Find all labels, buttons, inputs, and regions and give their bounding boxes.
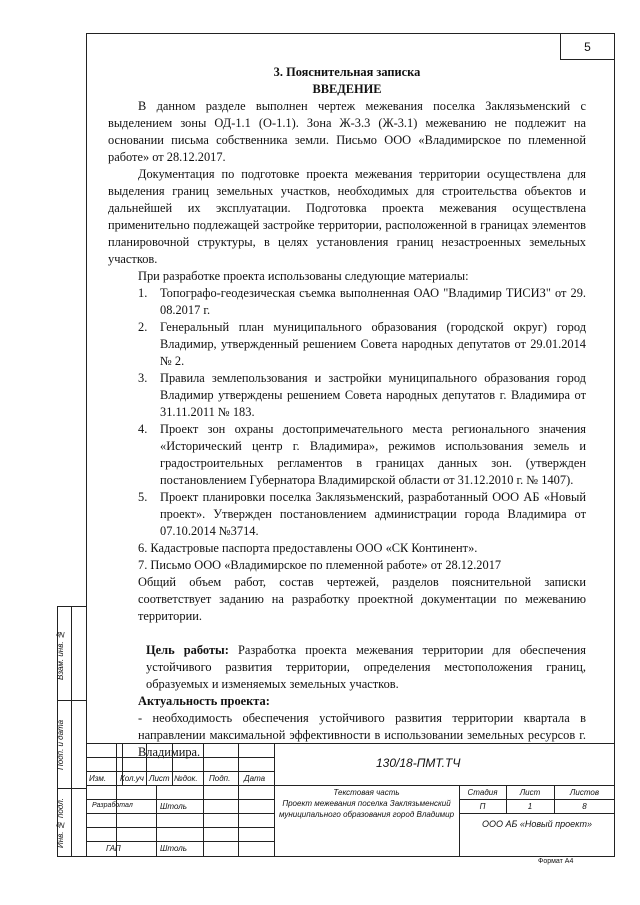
document-body <box>108 64 586 761</box>
organization-name: ООО АБ «Новый проект» <box>481 819 593 829</box>
original-inv-label: Инв. № подл. <box>56 798 65 848</box>
list-item: 3. Правила землепользования и застройки муниципального образования город Владимир утверждены решением Совета народных депутатов г. Владимира от 31.11.2011 № 183. <box>138 371 586 419</box>
paragraph-2: Документация по подготовке проекта межевания территории осуществлена для выделения границ земельных участков, необходимых для строительства объектов и дальнейшей их эксплуатации. Подготовка проекта межевания осуществлена применительно подлежащей застройке территории, расположенной в границах элементов планировочной структуры, в целях установления границ незастроенных земельных участков. <box>108 167 586 266</box>
relevance-label: Актуальность проекта: <box>138 694 270 708</box>
sheets-value: 8 <box>582 802 587 811</box>
section-title: 3. Пояснительная записка <box>273 65 421 79</box>
doc-title-line-1: Текстовая часть <box>333 788 400 797</box>
list-item: 2. Генеральный план муниципального образования (городской округ) город Владимир, утвержденный решением Совета народных депутатов от 29.01.2014 № 2. <box>138 320 586 368</box>
col-header-podp: Подп. <box>209 774 231 783</box>
gap-label: ГАП <box>106 844 121 853</box>
list-item: 4. Проект зон охраны достопримечательного места регионального значения «Исторический центр г. Владимира», режимов использования земель и градостроительных регламентов в границах данных зон. (утвержден постановлением Губернатора Владимирской области от 31.12.2010 г. № 1407). <box>138 422 586 487</box>
list-item-6: 6. Кадастровые паспорта предоставлены ООО «СК Континент». <box>138 541 478 555</box>
sheets-label: Листов <box>569 788 600 797</box>
stage-label: Стадия <box>467 788 498 797</box>
goal-label: Цель работы: <box>146 643 229 657</box>
col-header-list: Лист <box>149 774 170 783</box>
document-code: 130/18-ПМТ.ТЧ <box>376 756 461 770</box>
sheet-value: 1 <box>527 802 533 811</box>
col-header-kol-uch: Кол.уч <box>120 774 144 783</box>
sheet-label: Лист <box>519 788 541 797</box>
title-block <box>86 743 615 857</box>
col-header-date: Дата <box>244 774 266 783</box>
binding-margin-stamp <box>57 606 87 857</box>
col-header-doc-no: №док. <box>174 774 198 783</box>
summary-paragraph: Общий объем работ, состав чертежей, разделов пояснительной записки соответствует заданию на разработку проектной документации по межеванию территории. <box>138 575 586 623</box>
list-item-7: 7. Письмо ООО «Владимирское по племенной работе» от 28.12.2017 <box>138 558 502 572</box>
stage-value: П <box>479 802 486 811</box>
format-label: Формат А4 <box>538 858 574 865</box>
doc-title-line-3: муниципального образования город Владимир <box>278 810 455 819</box>
page-number: 5 <box>560 34 614 60</box>
intro-title: ВВЕДЕНИЕ <box>312 82 382 96</box>
col-header-izm: Изм. <box>89 774 107 783</box>
developer-label: Разработал <box>92 802 133 809</box>
goal-paragraph <box>146 642 586 693</box>
developer-name: Штоль <box>160 802 187 811</box>
list-item: 5. Проект планировки поселка Заклязьменский, разработанный ООО АБ «Новый проект». Утвержден постановлением администрации города Владимира от 07.10.2014 №3714. <box>138 490 586 538</box>
relevance-text: - необходимость обеспечения устойчивого развития территории квартала в направлении максимальной эффективности в использовании земельных ресурсов г. Владимира. <box>138 711 586 759</box>
goal-text: Разработка проекта межевания территории для обеспечения устойчивого развития территории, определения местоположения границ, образуемых и изменяемых земельных участков. <box>146 643 586 691</box>
signature-date-label: Подп. и дата <box>56 719 65 771</box>
paragraph-1: В данном разделе выполнен чертеж межевания поселка Заклязьменский с выделением зоны ОД-1.1 (О-1.1). Зона Ж-3.3 (Ж-3.1) межеванию не подлежит на основании письма собственника земли. Письмо ООО «Владимирское по племенной работе» от 28.12.2017. <box>108 99 586 164</box>
paragraph-3: При разработке проекта использованы следующие материалы: <box>138 269 469 283</box>
list-item: 1. Топографо-геодезическая съемка выполненная ОАО "Владимир ТИСИЗ" от 29. 08.2017 г. <box>138 286 586 317</box>
doc-title-line-2: Проект межевания поселка Заклязьменский <box>282 799 451 808</box>
gap-name: Штоль <box>160 844 187 853</box>
replacement-inv-label: Взам. инв. № <box>56 630 65 680</box>
